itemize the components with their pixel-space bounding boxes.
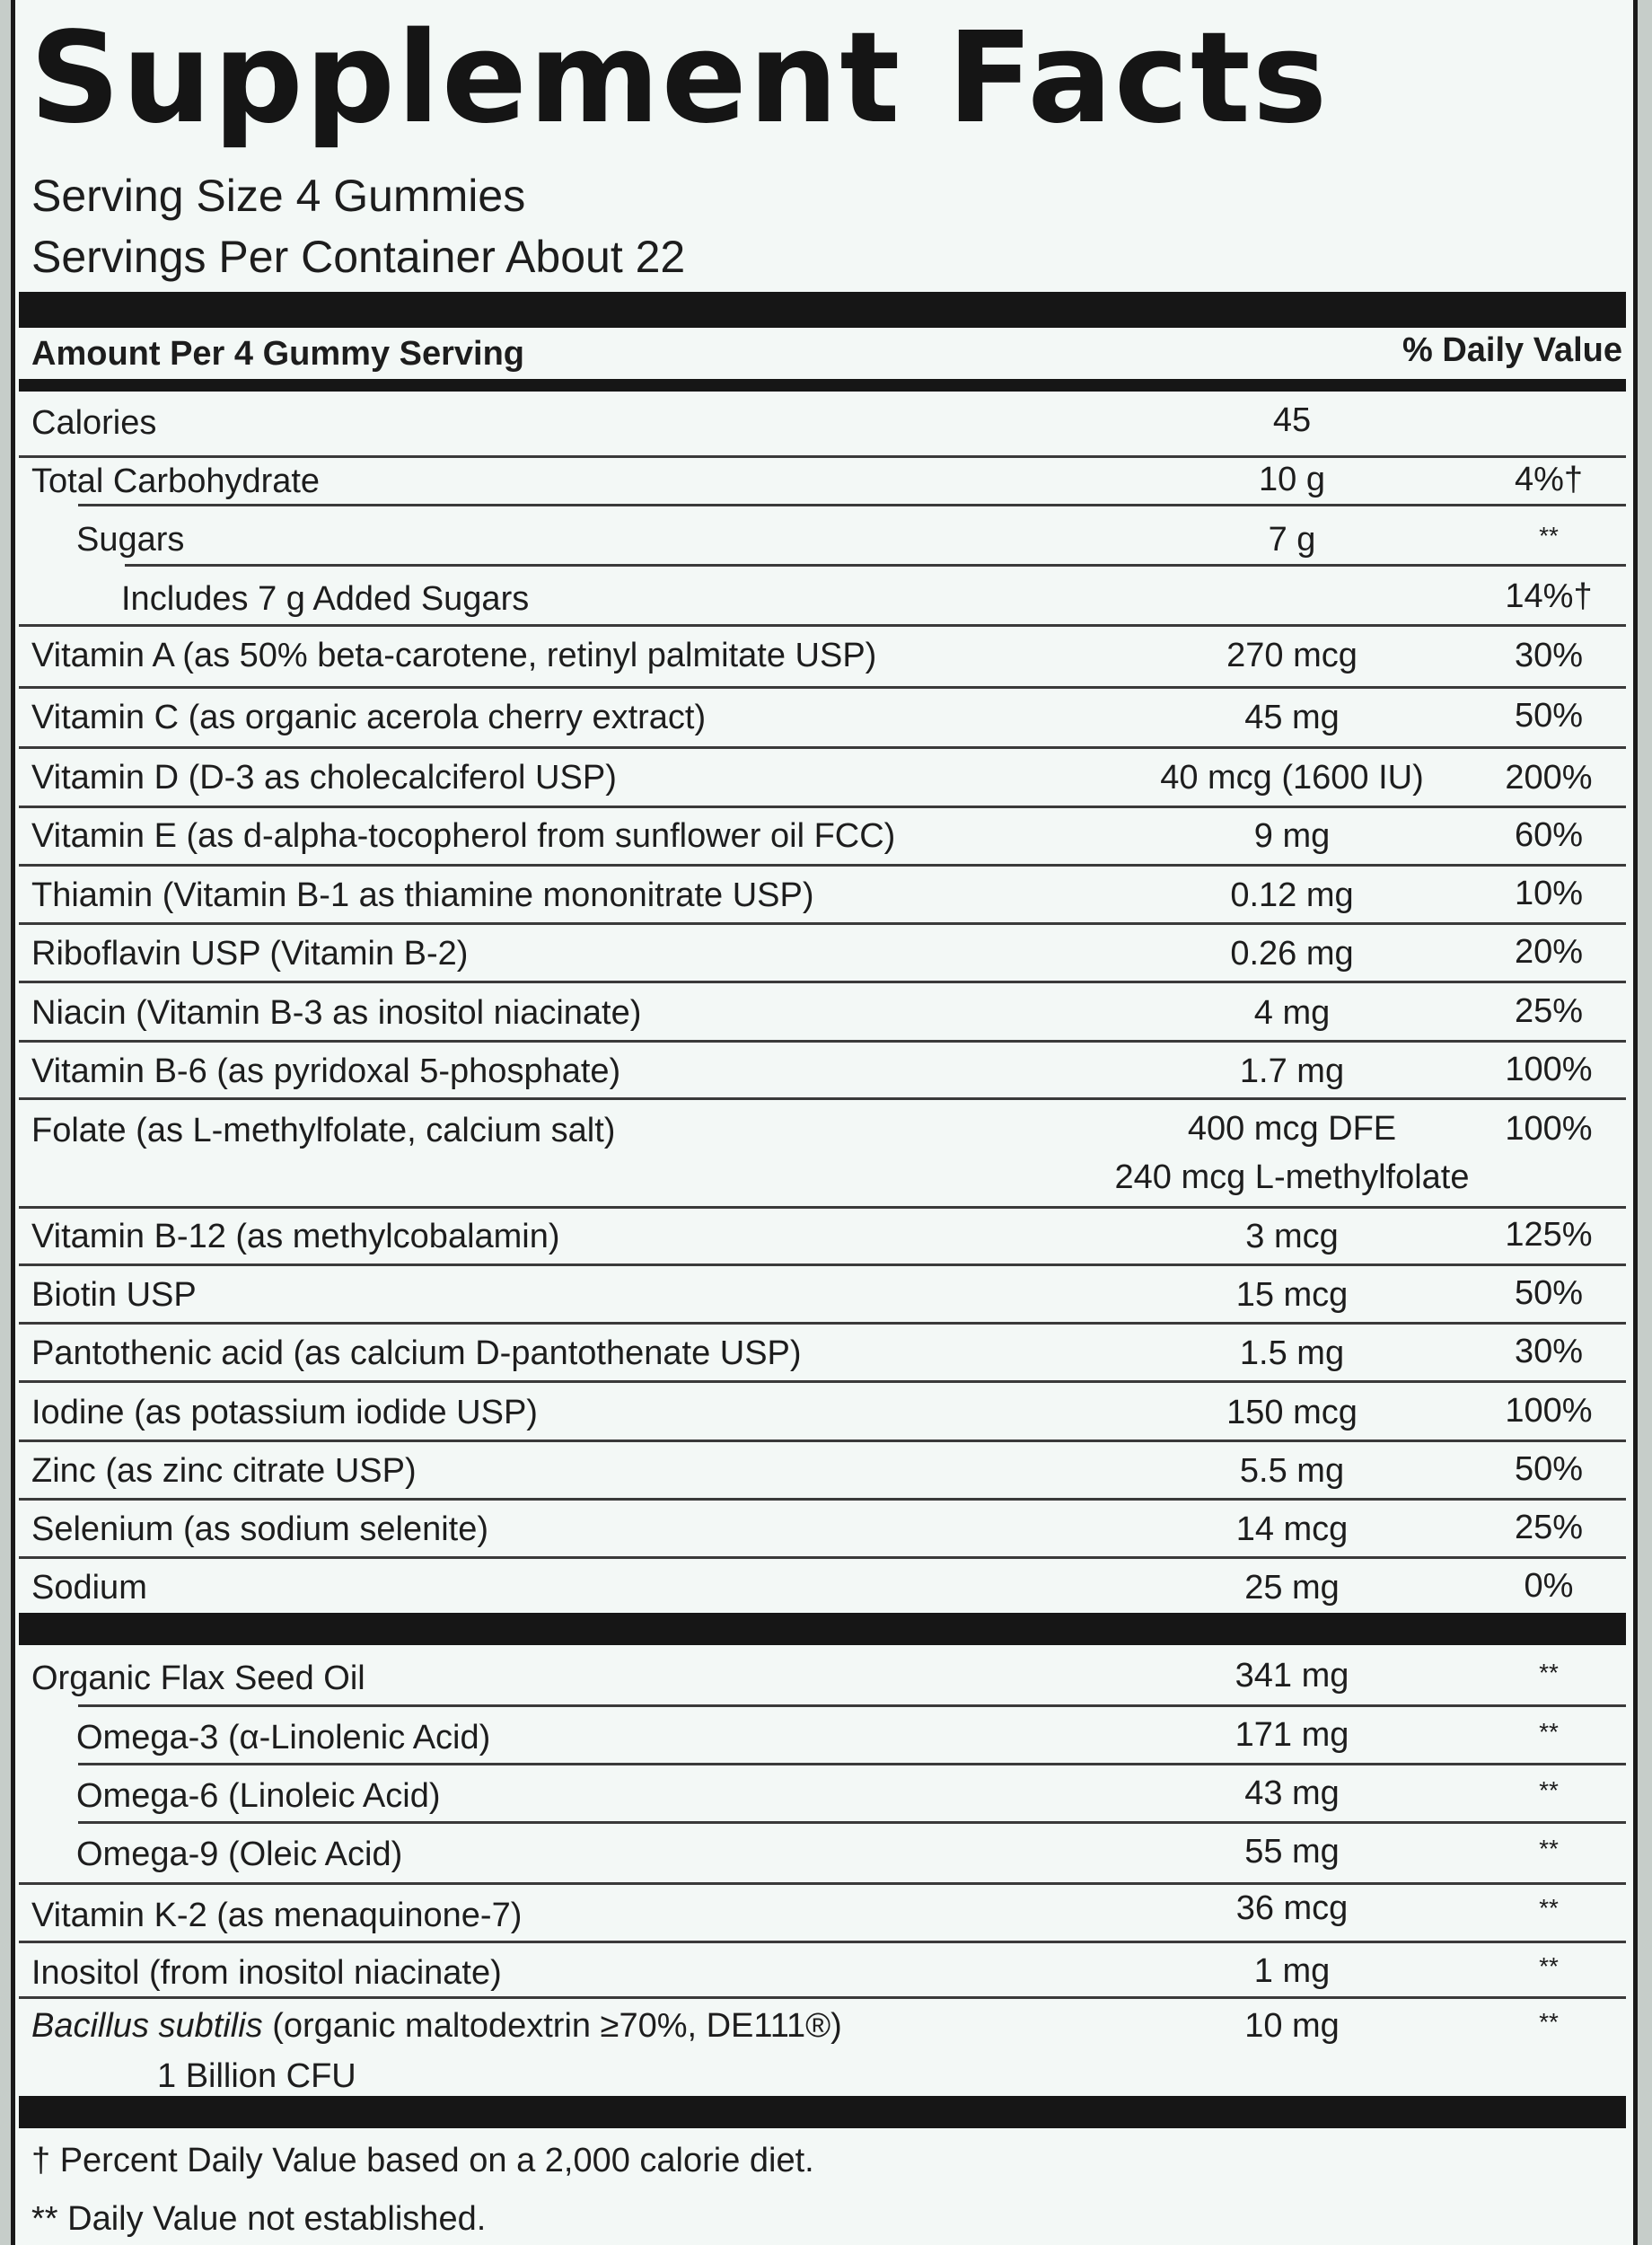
- ingredient-name-bacillus-italic: Bacillus subtilis: [31, 2007, 263, 2045]
- nutrient-amount-zinc: 5.5 mg: [1239, 1452, 1345, 1490]
- row-divider: [19, 1439, 1626, 1442]
- nutrient-amount-vitamin-b12: 3 mcg: [1245, 1218, 1339, 1255]
- thick-divider-top: [19, 292, 1626, 328]
- nutrient-name-thiamin: Thiamin (Vitamin B-1 as thiamine mononitrate USP): [31, 876, 814, 914]
- ingredient-dv-bacillus-subtilis: **: [1539, 2008, 1559, 2036]
- nutrient-amount-vitamin-d: 40 mcg (1600 IU): [1160, 759, 1424, 797]
- nutrient-dv-vitamin-b12: 125%: [1505, 1216, 1593, 1254]
- nutrient-name-vitamin-a: Vitamin A (as 50% beta-carotene, retinyl palmitate USP): [31, 637, 877, 674]
- nutrient-name-niacin: Niacin (Vitamin B-3 as inositol niacinate): [31, 994, 642, 1032]
- row-divider: [19, 455, 1626, 458]
- ingredient-dv-flax-seed-oil: **: [1539, 1659, 1559, 1686]
- row-divider: [19, 1206, 1626, 1209]
- nutrient-dv-pantothenic-acid: 30%: [1514, 1333, 1584, 1370]
- row-divider: [19, 922, 1626, 925]
- ingredient-name-omega-6: Omega-6 (Linoleic Acid): [76, 1777, 441, 1815]
- nutrient-amount-folate: 400 mcg DFE: [1187, 1110, 1397, 1148]
- ingredient-amount-flax-seed-oil: 341 mg: [1235, 1657, 1349, 1695]
- ingredient-amount-omega-3: 171 mg: [1235, 1716, 1349, 1754]
- ingredient-name-omega-9: Omega-9 (Oleic Acid): [76, 1836, 403, 1873]
- nutrient-name-total-carbohydrate: Total Carbohydrate: [31, 462, 321, 500]
- servings-per-container: Servings Per Container About 22: [31, 232, 686, 282]
- ingredient-amount-bacillus-subtilis: 10 mg: [1244, 2007, 1340, 2045]
- nutrient-name-vitamin-b6: Vitamin B-6 (as pyridoxal 5-phosphate): [31, 1052, 621, 1090]
- nutrient-name-iodine: Iodine (as potassium iodide USP): [31, 1394, 538, 1431]
- nutrient-name-pantothenic-acid: Pantothenic acid (as calcium D-pantothenate USP): [31, 1334, 802, 1372]
- nutrient-dv-sugars: **: [1539, 522, 1559, 550]
- nutrient-amount-sugars: 7 g: [1268, 521, 1316, 559]
- nutrient-name-vitamin-d: Vitamin D (D-3 as cholecalciferol USP): [31, 759, 617, 797]
- row-divider: [19, 1040, 1626, 1043]
- row-divider: [125, 564, 1626, 567]
- nutrient-dv-riboflavin: 20%: [1514, 933, 1584, 971]
- nutrient-name-sugars: Sugars: [76, 521, 185, 559]
- row-divider: [78, 1763, 1626, 1765]
- supplement-facts-panel: [11, 0, 1638, 2245]
- nutrient-amount-biotin: 15 mcg: [1235, 1276, 1349, 1314]
- nutrient-dv-biotin: 50%: [1514, 1274, 1584, 1312]
- nutrient-dv-niacin: 25%: [1514, 992, 1584, 1030]
- nutrient-amount-riboflavin: 0.26 mg: [1230, 935, 1354, 973]
- footnote-dv-not-established: ** Daily Value not established.: [31, 2200, 487, 2238]
- row-divider: [19, 1996, 1626, 1999]
- row-divider: [78, 1704, 1626, 1707]
- ingredient-dv-omega-6: **: [1539, 1776, 1559, 1804]
- nutrient-dv-vitamin-b6: 100%: [1505, 1051, 1593, 1088]
- nutrient-amount-sodium: 25 mg: [1244, 1569, 1340, 1607]
- nutrient-dv-sodium: 0%: [1524, 1567, 1574, 1605]
- nutrient-name-vitamin-e: Vitamin E (as d-alpha-tocopherol from sunflower oil FCC): [31, 817, 896, 855]
- serving-size: Serving Size 4 Gummies: [31, 171, 526, 221]
- row-divider: [78, 504, 1626, 506]
- row-divider: [19, 1556, 1626, 1559]
- ingredient-dv-omega-9: **: [1539, 1835, 1559, 1862]
- row-divider: [78, 1821, 1626, 1824]
- nutrient-dv-added-sugars: 14%†: [1505, 577, 1593, 615]
- row-divider: [19, 624, 1626, 627]
- nutrient-dv-vitamin-c: 50%: [1514, 697, 1584, 735]
- row-divider: [19, 1882, 1626, 1885]
- nutrient-name-selenium: Selenium (as sodium selenite): [31, 1510, 489, 1548]
- nutrient-amount-iodine: 150 mcg: [1226, 1394, 1358, 1431]
- row-divider: [19, 981, 1626, 983]
- row-divider: [19, 1498, 1626, 1501]
- ingredient-amount-inositol: 1 mg: [1253, 1952, 1331, 1990]
- nutrient-dv-zinc: 50%: [1514, 1450, 1584, 1488]
- nutrient-amount-calories: 45: [1272, 401, 1312, 439]
- nutrient-dv-thiamin: 10%: [1514, 875, 1584, 912]
- nutrient-name-sodium: Sodium: [31, 1569, 147, 1607]
- ingredient-dv-omega-3: **: [1539, 1718, 1559, 1746]
- ingredient-cfu: 1 Billion CFU: [157, 2057, 356, 2095]
- row-divider: [19, 806, 1626, 808]
- row-divider: [19, 1380, 1626, 1383]
- ingredient-amount-vitamin-k2: 36 mcg: [1235, 1889, 1349, 1927]
- ingredient-name-vitamin-k2: Vitamin K-2 (as menaquinone-7): [31, 1897, 523, 1934]
- row-divider: [19, 1263, 1626, 1266]
- ingredient-dv-vitamin-k2: **: [1539, 1894, 1559, 1922]
- nutrient-amount-pantothenic-acid: 1.5 mg: [1239, 1334, 1345, 1372]
- ingredient-dv-inositol: **: [1539, 1952, 1559, 1980]
- nutrient-dv-total-carbohydrate: 4%†: [1514, 461, 1584, 498]
- amount-per-serving-header: Amount Per 4 Gummy Serving: [31, 335, 525, 373]
- nutrient-name-riboflavin: Riboflavin USP (Vitamin B-2): [31, 935, 469, 973]
- ingredient-name-inositol: Inositol (from inositol niacinate): [31, 1954, 502, 1992]
- nutrient-name-added-sugars: Includes 7 g Added Sugars: [121, 580, 530, 618]
- nutrient-amount-thiamin: 0.12 mg: [1230, 876, 1354, 914]
- daily-value-header: % Daily Value: [1402, 331, 1622, 369]
- nutrient-amount-vitamin-c: 45 mg: [1244, 699, 1340, 736]
- nutrient-amount-vitamin-a: 270 mcg: [1226, 637, 1358, 674]
- nutrient-name-calories: Calories: [31, 404, 157, 442]
- row-divider: [19, 686, 1626, 689]
- nutrient-name-zinc: Zinc (as zinc citrate USP): [31, 1452, 417, 1490]
- thick-divider-bottom: [19, 2096, 1626, 2128]
- ingredient-name-omega-3: Omega-3 (α-Linolenic Acid): [76, 1719, 491, 1756]
- ingredient-name-bacillus-detail: (organic maltodextrin ≥70%, DE111®): [262, 2007, 842, 2045]
- nutrient-amount-vitamin-e: 9 mg: [1253, 817, 1331, 855]
- nutrient-dv-iodine: 100%: [1505, 1392, 1593, 1430]
- nutrient-dv-vitamin-e: 60%: [1514, 816, 1584, 854]
- nutrient-amount-selenium: 14 mcg: [1235, 1510, 1349, 1548]
- nutrient-amount-vitamin-b6: 1.7 mg: [1239, 1052, 1345, 1090]
- nutrient-name-vitamin-b12: Vitamin B-12 (as methylcobalamin): [31, 1218, 560, 1255]
- nutrient-name-folate: Folate (as L-methylfolate, calcium salt): [31, 1112, 616, 1149]
- nutrient-dv-folate: 100%: [1505, 1110, 1593, 1148]
- footnote-percent-dv: † Percent Daily Value based on a 2,000 calorie diet.: [31, 2142, 814, 2179]
- nutrient-amount-total-carbohydrate: 10 g: [1259, 461, 1325, 498]
- row-divider: [19, 1097, 1626, 1100]
- ingredient-amount-omega-9: 55 mg: [1244, 1833, 1340, 1871]
- nutrient-dv-vitamin-d: 200%: [1505, 759, 1593, 797]
- row-divider: [19, 1941, 1626, 1943]
- ingredient-name-bacillus-subtilis: [31, 2006, 842, 2046]
- ingredient-amount-omega-6: 43 mg: [1244, 1774, 1340, 1812]
- ingredient-name-flax-seed-oil: Organic Flax Seed Oil: [31, 1660, 365, 1697]
- nutrient-amount-folate-secondary: 240 mcg L-methylfolate: [1114, 1158, 1470, 1196]
- thick-divider-middle: [19, 1613, 1626, 1645]
- nutrient-dv-vitamin-a: 30%: [1514, 637, 1584, 674]
- nutrient-amount-niacin: 4 mg: [1253, 994, 1331, 1032]
- row-divider: [19, 746, 1626, 749]
- medium-divider: [19, 379, 1626, 392]
- panel-title: Supplement Facts: [30, 5, 1330, 152]
- row-divider: [19, 1322, 1626, 1325]
- nutrient-name-vitamin-c: Vitamin C (as organic acerola cherry extract): [31, 699, 707, 736]
- nutrient-name-biotin: Biotin USP: [31, 1276, 197, 1314]
- row-divider: [19, 864, 1626, 867]
- nutrient-dv-selenium: 25%: [1514, 1509, 1584, 1546]
